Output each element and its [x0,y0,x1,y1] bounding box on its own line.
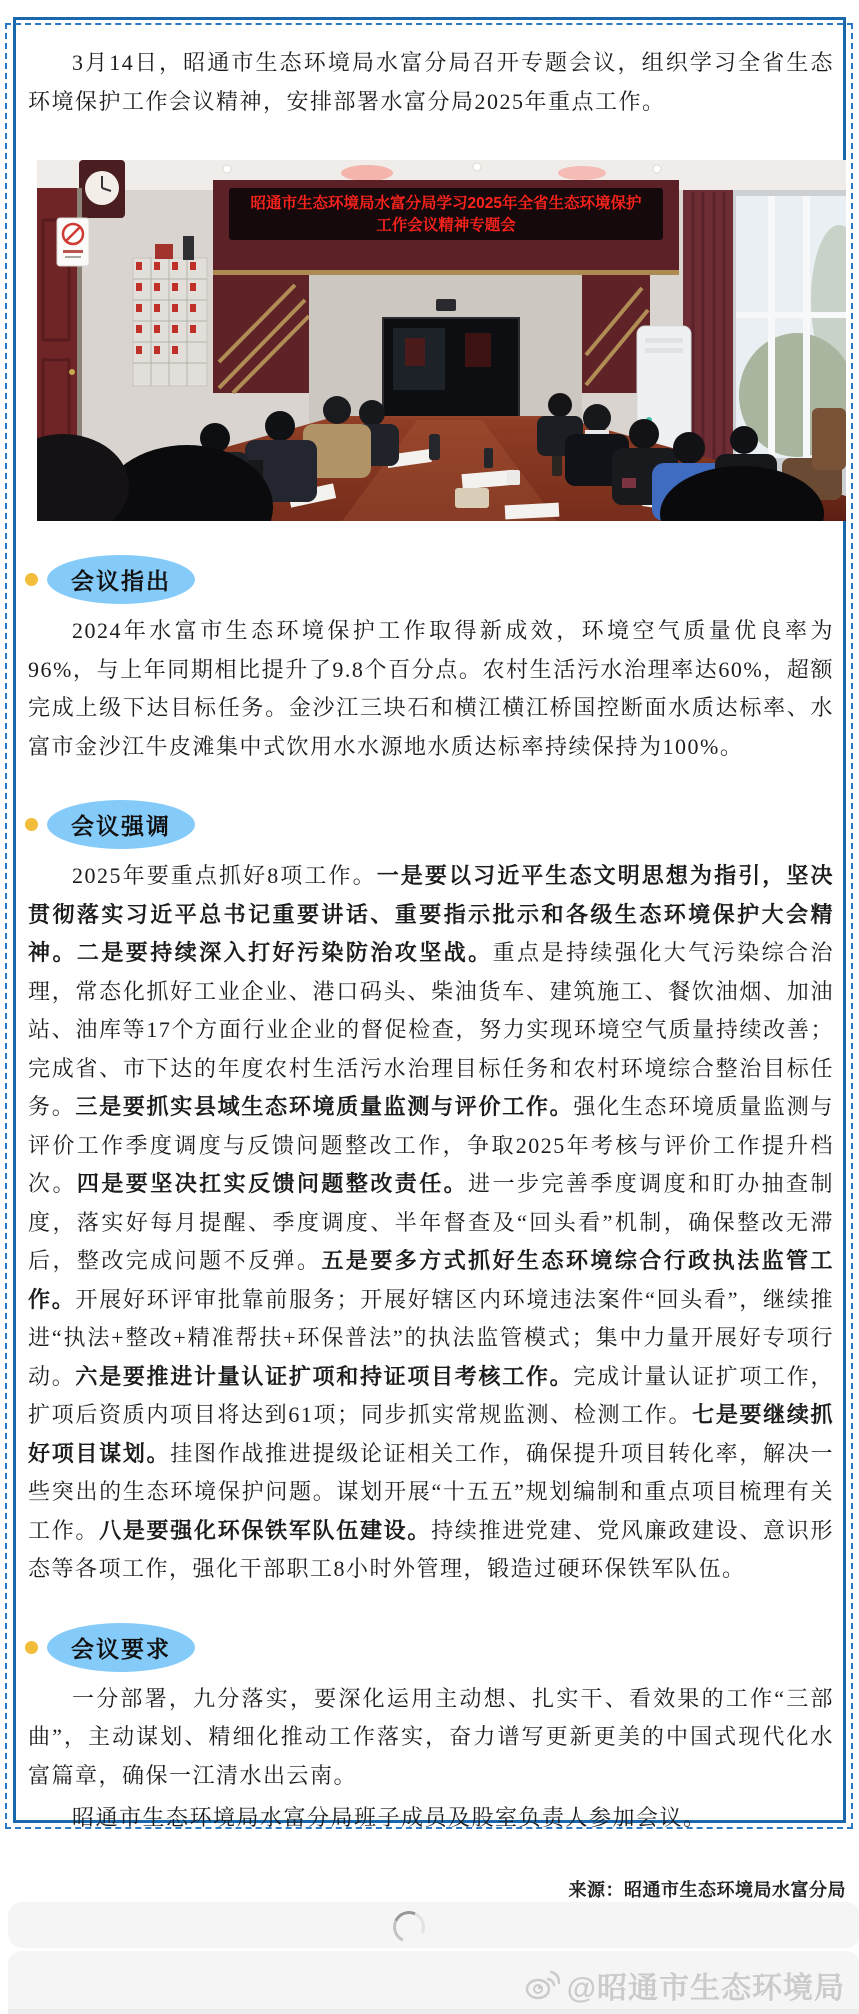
text-run: 一分部署，九分落实，要深化运用主动想、扎实干、看效果的工作“三部曲”，主动谋划、精细化推动工作落实，奋力谱写更新更美的中国式现代化水富篇章，确保一江清水出云南。 [28,1685,834,1788]
weibo-watermark [524,1963,845,2007]
emphasis-run: 一是要以习近平生态文明思想为指引，坚决贯彻落实习近平总书记重要讲话、重要指示批示和各级生态环境保护大会精神。 [28,863,834,965]
meeting-photo [37,160,846,521]
emphasis-run: 五是要多方式抓好生态环境综合行政执法监管工作。 [28,1248,834,1312]
text-run: 强化生态环境质量监测与评价工作季度调度与反馈问题整改工作，争取2025年考核与评价工作提升档次。 [28,1094,834,1196]
section-header [25,800,834,849]
emphasis-run: 八是要强化环保铁军队伍建设。 [99,1517,432,1543]
section-paragraph [28,1680,834,1796]
emphasis-run: 三是要抓实县域生态环境质量监测与评价工作。 [75,1094,574,1119]
bullet-dot-icon [25,573,38,586]
bullet-dot-icon [25,1641,38,1654]
text-run: 2025年要重点抓好8项工作。 [72,863,377,888]
text-run: 2024年水富市生态环境保护工作取得新成效，环境空气质量优良率为96%，与上年同期相比提升了9.8个百分点。农村生活污水治理率达60%，超额完成上级下达目标任务。金沙江三块石和横江横江桥国控断面水质达标率、水富市金沙江牛皮滩集中式饮用水水源地水质达标率持续保持为100%。 [28,618,834,759]
footer-panel-top [8,1902,859,1948]
sections-container [28,555,834,1838]
text-run: 挂图作战推进提级论证相关工作，确保提升项目转化率，解决一些突出的生态环境保护问题。谋划开展“十五五”规划编制和重点项目梳理有关工作。 [28,1440,834,1543]
section-paragraph [28,1799,834,1838]
camera [436,299,456,311]
section-block [28,555,834,766]
cabinet [133,258,207,386]
emphasis-run: 二是要持续深入打好污染防治攻坚战。 [76,940,493,965]
section-heading-pill: 会议要求 [47,1623,195,1672]
section-header [25,555,834,604]
text-run: 进一步完善季度调度和盯办抽查制度，落实好每月提醒、季度调度、半年督查及“回头看”机制，确保整改无滞后，整改完成问题不反弹。 [28,1171,834,1273]
emphasis-run: 六是要推进计量认证扩项和持证项目考核工作。 [75,1363,574,1389]
led-sign-line1: 昭通市生态环境局水富分局学习2025年全省生态环境保护 [250,195,642,212]
intro-paragraph: 3月14日，昭通市生态环境局水富分局召开专题会议，组织学习全省生态环境保护工作会议精神，安排部署水富分局2025年重点工作。 [28,50,834,114]
text-run: 开展好环评审批靠前服务；开展好辖区内环境违法案件“回头看”，继续推进“执法+整改+精准帮扶+环保普法”的执法监管模式；集中力量开展好专项行动。 [28,1286,834,1389]
section-paragraph [28,612,834,766]
source-credit: 来源：昭通市生态环境局水富分局 [568,1880,846,1900]
article-body [28,44,834,1842]
text-run: 持续推进党建、党风廉政建设、意识形态等各项工作，强化干部职工8小时外管理，锻造过硬环保铁军队伍。 [28,1517,834,1581]
emphasis-run: 七是要继续抓好项目谋划。 [28,1402,834,1466]
section-heading-pill: 会议指出 [47,555,195,604]
weibo-logo-icon [524,1969,560,2001]
text-run: 完成计量认证扩项工作，扩项后资质内项目将达到61项；同步抓实常规监测、检测工作。 [28,1363,834,1427]
section-paragraph [28,857,834,1589]
text-run: 重点是持续强化大气污染综合治理，常态化抓好工业企业、港口码头、柴油货车、建筑施工、餐饮油烟、加油站、油库等17个方面行业企业的督促检查，努力实现环境空气质量持续改善；完成省、市下达的年度农村生活污水治理目标任务和农村环境综合整治目标任务。 [28,940,834,1119]
section-block [28,1623,834,1838]
section-block [28,800,834,1589]
bullet-dot-icon [25,818,38,831]
emphasis-run: 四是要坚决扛实反馈问题整改责任。 [76,1171,469,1196]
section-header [25,1623,834,1672]
text-run: 昭通市生态环境局水富分局班子成员及股室负责人参加会议。 [72,1805,707,1830]
watermark-text: @昭通市生态环境局 [566,1972,845,2005]
section-heading-pill: 会议强调 [47,800,195,849]
led-sign-line2: 工作会议精神专题会 [376,217,516,234]
footer-divider [8,2009,859,2014]
